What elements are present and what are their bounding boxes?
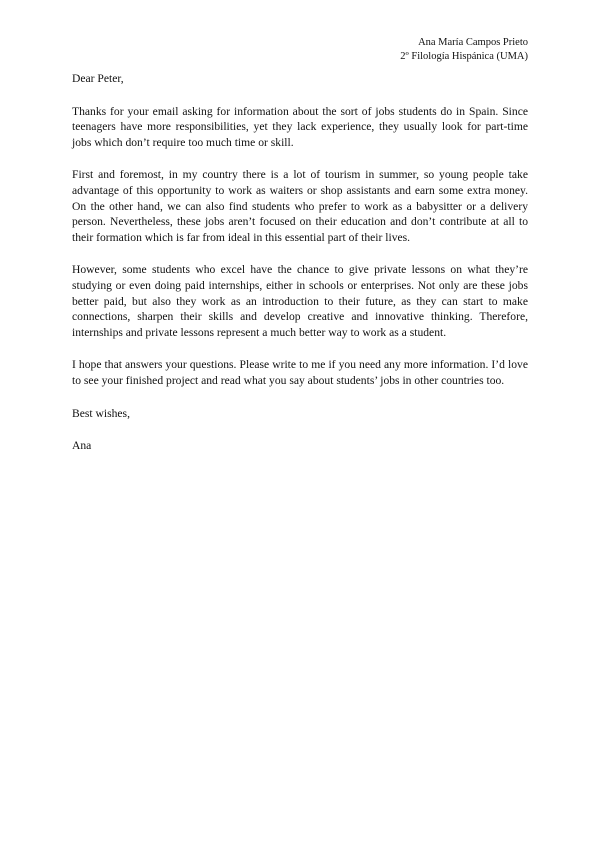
sender-name: Ana María Campos Prieto — [418, 37, 528, 48]
signature: Ana — [72, 439, 92, 453]
salutation: Dear Peter, — [72, 72, 124, 85]
letter-body — [72, 71, 528, 454]
paragraph-summer-jobs: First and foremost, in my country there is a lot of tourism in summer, so young people take advantage of this opportunity to work as waiters or shop assistants and earn some extra money. On the other hand, we can also find students who prefer to work as a babysitter or a delivery person. Nevertheless, these jobs aren’t focused on their education and don’t contribute at all to their formation which is far from ideal in this essential part of their lives. — [72, 168, 528, 244]
paragraph-internships: However, some students who excel have the chance to give private lessons on what they’re studying or even doing paid internships, either in schools or enterprises. Not only are these jobs better paid, but also they work as an introduction to their future, as they can start to make connections, sharpen their skills and develop creative and innovative thinking. Therefore, internships and private lessons represent a much better way to work as a student. — [72, 263, 528, 339]
paragraph-conclusion: I hope that answers your questions. Please write to me if you need any more information. I’d love to see your finished project and read what you say about students’ jobs in other countries too. — [72, 358, 528, 387]
closing: Best wishes, — [72, 406, 130, 420]
sender-affiliation: 2º Filología Hispánica (UMA) — [400, 51, 528, 62]
paragraph-intro: Thanks for your email asking for information about the sort of jobs students do in Spain. Since teenagers have more responsibilities, yet they lack experience, they usually look for part-time jobs which don’t require too much time or skill. — [72, 104, 528, 149]
sender-block — [400, 36, 528, 64]
